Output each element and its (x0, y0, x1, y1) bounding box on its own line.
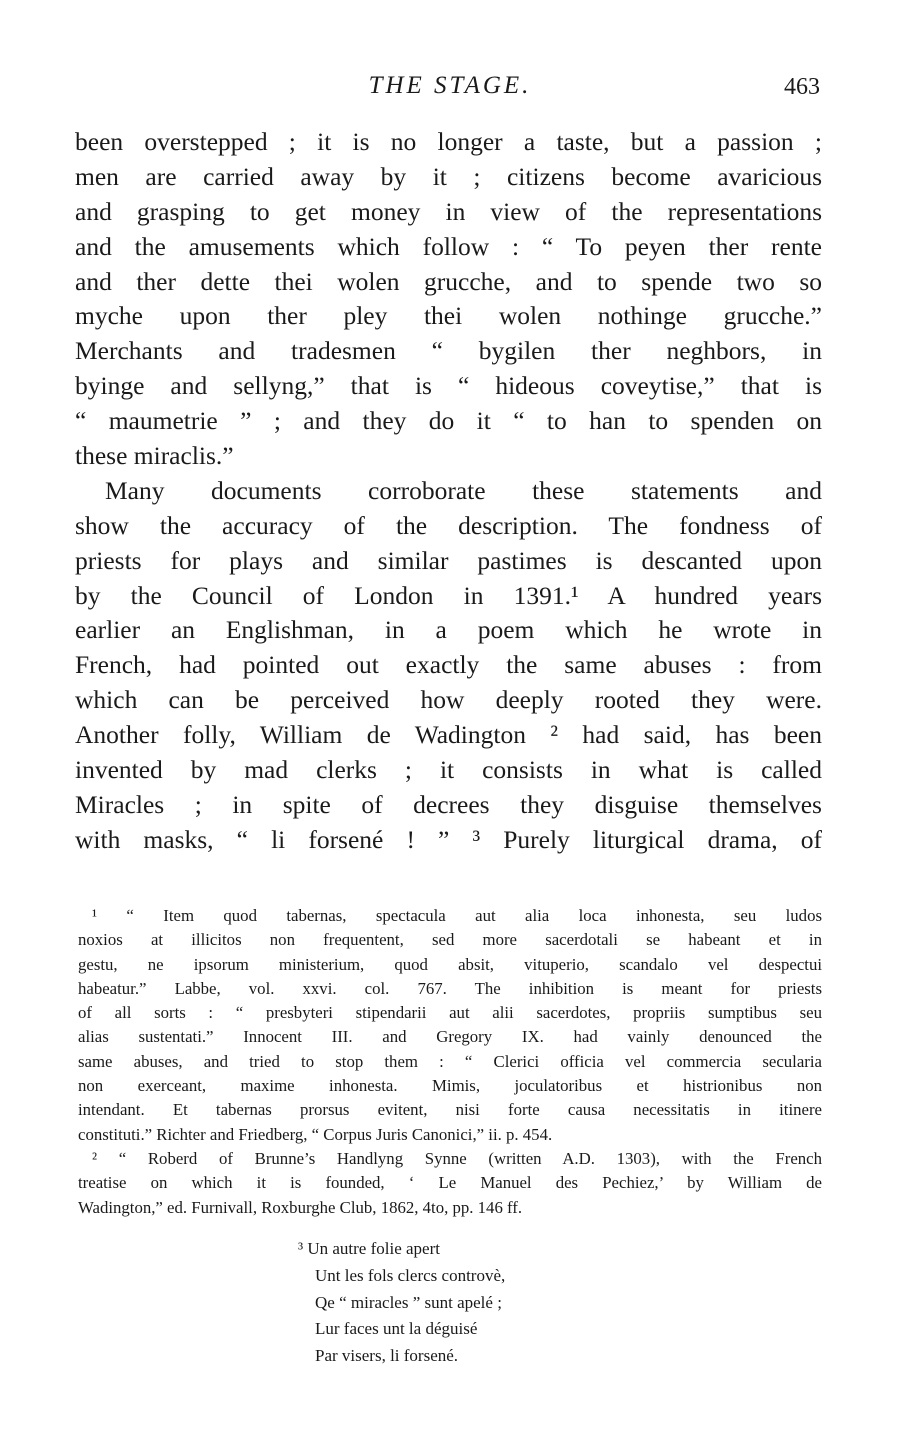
footnote-line: noxios at illicitos non frequentent, sed more sacerdotali se habeant et in (78, 930, 822, 950)
page-number: 463 (784, 74, 820, 100)
poem-line: ³ Un autre folie apert (298, 1239, 440, 1258)
body-line: Miracles ; in spite of decrees they disguise themselves (75, 789, 822, 819)
poem-line: Par visers, li forsené. (315, 1346, 459, 1366)
body-line: these miraclis.” (75, 441, 234, 471)
footnote-poem (298, 1236, 505, 1370)
body-line: which can be perceived how deeply rooted they were. (75, 685, 822, 715)
footnote-line: ¹ “ Item quod tabernas, spectacula aut alia loca inhonesta, seu ludos (92, 906, 822, 925)
body-line: invented by mad clerks ; it consists in what is called (75, 755, 822, 785)
footnote-line: Wadington,” ed. Furnivall, Roxburghe Club, 1862, 4to, pp. 146 ff. (78, 1197, 523, 1217)
footnote-line: treatise on which it is founded, ‘ Le Manuel des Pechiez,’ by William de (78, 1173, 822, 1193)
poem-line: Qe “ miracles ” sunt apelé ; (315, 1292, 502, 1312)
footnote-line: ² “ Roberd of Brunne’s Handlyng Synne (written A.D. 1303), with the French (92, 1148, 822, 1168)
footnote-line: habeatur.” Labbe, vol. xxvi. col. 767. The inhibition is meant for priests (78, 978, 822, 998)
body-line: and ther dette thei wolen grucche, and to spende two so (75, 266, 822, 296)
body-line: “ maumetrie ” ; and they do it “ to han to spenden on (75, 406, 822, 436)
footnote-line: constituti.” Richter and Friedberg, “ Corpus Juris Canonici,” ii. p. 454. (78, 1124, 553, 1144)
body-line: French, had pointed out exactly the same abuses : from (75, 650, 822, 680)
body-line: earlier an Englishman, in a poem which he wrote in (75, 615, 822, 645)
footnote-line: intendant. Et tabernas prorsus evitent, nisi forte causa necessitatis in itinere (78, 1100, 822, 1120)
body-line: men are carried away by it ; citizens become avaricious (75, 161, 822, 191)
poem-line: Lur faces unt la déguisé (315, 1319, 478, 1339)
poem-line: Unt les fols clercs controvè, (315, 1265, 506, 1285)
running-header (0, 68, 900, 104)
running-title: THE STAGE. (368, 72, 532, 99)
footnote-line: same abuses, and tried to stop them : “ Clerici officia vel commercia secularia (78, 1051, 822, 1071)
body-line: priests for plays and similar pastimes is descanted upon (75, 545, 822, 575)
body-line: show the accuracy of the description. The fondness of (75, 510, 822, 540)
body-line: with masks, “ li forsené ! ” ³ Purely liturgical drama, of (75, 824, 822, 854)
body-line: myche upon ther pley thei wolen nothinge grucche.” (75, 301, 822, 331)
body-line: byinge and sellyng,” that is “ hideous coveytise,” that is (75, 371, 822, 401)
body-line: and grasping to get money in view of the representations (75, 196, 822, 226)
body-line: Many documents corroborate these statements and (105, 475, 822, 505)
footnote-line: non exerceant, maxime inhonesta. Mimis, joculatoribus et histrionibus non (78, 1076, 822, 1096)
body-line: Another folly, William de Wadington ² had said, has been (75, 720, 822, 750)
footnote-line: gestu, ne ipsorum ministerium, quod absit, vituperio, scandalo vel despectui (78, 954, 822, 974)
footnote-line: alias sustentati.” Innocent III. and Gregory IX. had vainly denounced the (78, 1027, 822, 1047)
footnotes (78, 904, 822, 1220)
body-line: Merchants and tradesmen “ bygilen ther neghbors, in (75, 336, 822, 366)
footnote-line: of all sorts : “ presbyteri stipendarii aut alii sacerdotes, propriis sumptibus seu (78, 1003, 822, 1023)
body-line: and the amusements which follow : “ To peyen ther rente (75, 231, 822, 261)
main-text (75, 125, 822, 858)
body-line: been overstepped ; it is no longer a taste, but a passion ; (75, 127, 822, 156)
body-line: by the Council of London in 1391.¹ A hundred years (75, 580, 822, 610)
